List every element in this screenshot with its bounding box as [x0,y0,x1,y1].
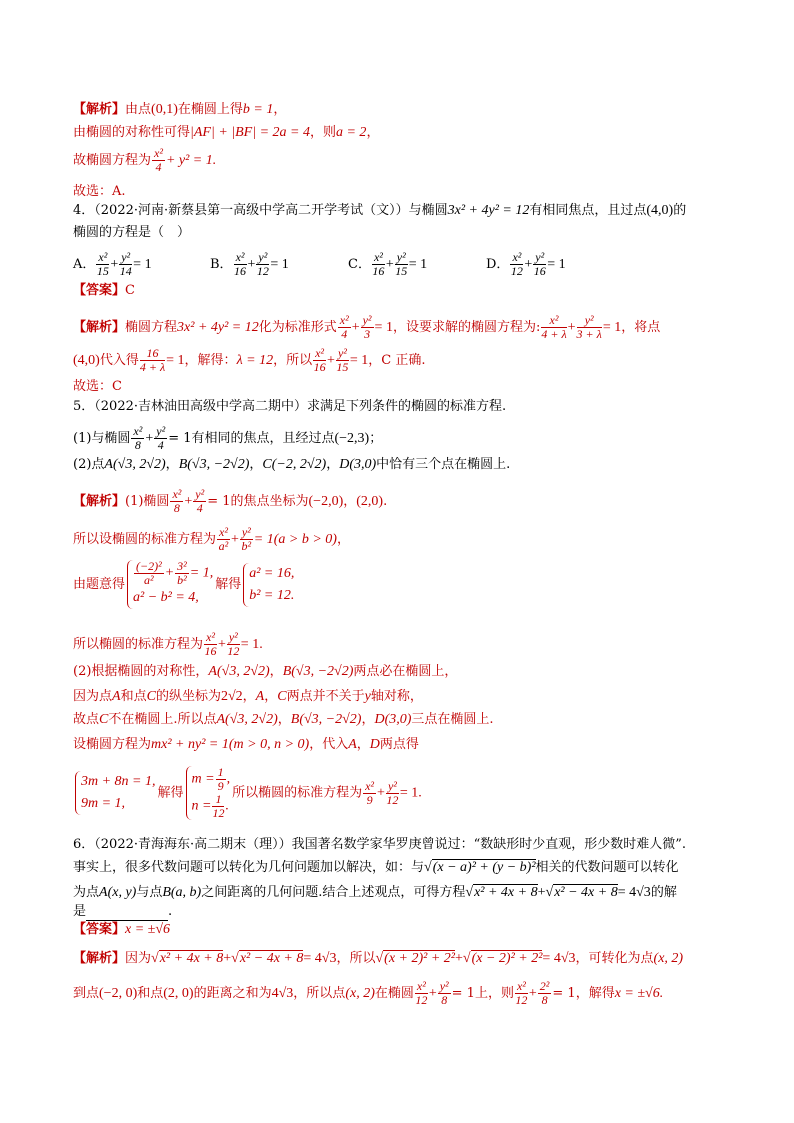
solution-line: 由椭圆的对称性可得|AF| + |BF| = 2a = 4，则a = 2， [73,125,380,140]
option-a: A． $\frac{\text{x²}}{15}$ + $\frac{\text{y²}}{14}$ = 1 [73,250,152,278]
option-b: B． $\frac{\text{x²}}{16}$ + $\frac{\text{y²}}{12}$ = 1 [210,250,289,278]
question-5-cond-1: (1)与椭圆 $\frac{\text{x²}}{8}$ + $\frac{\text{y²}}{4}$ = 1有相同的焦点，且经过点(−2,3)； [73,424,383,452]
answer-blank[interactable] [86,908,168,921]
solution-line: 3m + 8n = 1, 9m = 1, 解得 m = $\frac{1}{9}$ , n = $\frac{1}{12}$ . 所以椭圆的标准方程为 $\frac{\text{x²}}{9}$ + $\frac{\text{y²}}{12}$ = 1. [73,766,422,820]
solution-line: 所以椭圆的标准方程为 $\frac{\text{x²}}{16}$ + $\frac{\text{y²}}{12}$ = 1. [73,630,263,658]
solution-line: 到点(−2, 0)和点(2, 0)的距离之和为4√3，所以点(x, 2)在椭圆 $\frac{\text{x²}}{12}$ + $\frac{\text{y²}}{8}$ = 1上，则 $\frac{\text{x²}}{12}$ + $\frac{\text{2²}}{8}$ = 1，解得x = ±√6. [73,979,664,1007]
question-6-stem: 事实上，很多代数问题可以转化为几何问题加以解决，如：与√(x − a)² + (y − b)²相关的代数问题可以转化 [73,860,679,875]
solution-line: 故点C不在椭圆上.所以点A(√3, 2√2)，B(√3, −2√2)，D(3,0)三点在椭圆上. [73,712,494,727]
choice-line: 故选：C [73,379,122,394]
question-4-stem: 椭圆的方程是（ ） [73,225,191,240]
solution-line: 因为点A和点C的纵坐标为2√2，A，C两点并不关于y轴对称， [73,689,423,704]
answer-line: 【答案】C [73,283,135,298]
question-4-stem: 4．（2022·河南·新蔡县第一高级中学高二开学考试（文））与椭圆3x² + 4y² = 12有相同焦点，且过点(4,0)的 [73,203,687,218]
solution-line: 由题意得 $\frac{\text{(−2)²}}{\text{a²}}$ + $\frac{\text{3²}}{\text{b²}}$ = 1, a² − b² = 4, 解得 a² = 16, b² = 12. [73,560,296,609]
solution-line: 【解析】由点(0,1)在椭圆上得b = 1， [73,102,287,117]
solution-line: 故椭圆方程为 $\frac{\text{x²}}{4}$ + y² = 1. [73,146,217,174]
fraction: $\frac{\text{x²}}{4}$ [154,146,163,174]
question-6-stem: 6．（2022·青海海东·高二期末（理））我国著名数学家华罗庚曾说过：“数缺形时少直观，形少数时难人微”. [73,837,687,852]
choice-line: 故选：A. [73,184,126,199]
solution-line: (2)根据椭圆的对称性，A(√3, 2√2)，B(√3, −2√2)两点必在椭圆上， [73,664,458,679]
solution-line: 【解析】椭圆方程3x² + 4y² = 12化为标准形式 $\frac{\text{x²}}{4}$ + $\frac{\text{y²}}{3}$ = 1，设要求解的椭圆方程为: $\frac{\text{x²}}{4 + \lambda}$ + $\frac{\text{y²}}{3 + \lambda}$ = 1，将点 [73,313,661,341]
question-5-stem: 5．（2022·吉林油田高级中学高二期中）求满足下列条件的椭圆的标准方程. [73,399,507,414]
answer-line: 【答案】x = ±√6 [73,922,171,937]
solution-line: 所以设椭圆的标准方程为 $\frac{\text{x²}}{\text{a²}}$ + $\frac{\text{y²}}{\text{b²}}$ = 1(a > b > 0)， [73,525,350,553]
solution-line: 【解析】因为√x² + 4x + 8+√x² − 4x + 8= 4√3，所以√(x + 2)² + 2²+√(x − 2)² + 2²= 4√3，可转化为点(x, 2) [73,951,684,966]
option-d: D． $\frac{\text{x²}}{12}$ + $\frac{\text{y²}}{16}$ = 1 [486,250,566,278]
solution-line: 设椭圆方程为mx² + ny² = 1(m > 0, n > 0)，代入A，D两点得 [73,737,419,752]
option-c: C． $\frac{\text{x²}}{16}$ + $\frac{\text{y²}}{15}$ = 1 [348,250,428,278]
solution-line: 【解析】(1)椭圆 $\frac{\text{x²}}{8}$ + $\frac{\text{y²}}{4}$ = 1的焦点坐标为(−2,0)，(2,0). [73,487,388,515]
question-6-stem: 为点A(x, y)与点B(a, b)之间距离的几何问题.结合上述观点，可得方程√x² + 4x + 8+√x² − 4x + 8= 4√3的解 [73,885,677,900]
solution-tag: 【解析】 [73,102,126,117]
solution-line: (4,0)代入得 $\frac{16}{4 + \lambda}$ = 1，解得：λ = 12，所以 $\frac{\text{x²}}{16}$ + $\frac{\text{y²}}{15}$ = 1，C 正确. [73,346,426,374]
question-5-cond-2: (2)点A(√3, 2√2)，B(√3, −2√2)，C(−2, 2√2)，D(3,0)中恰有三个点在椭圆上. [73,457,511,472]
question-6-stem: 是 . [73,904,173,919]
